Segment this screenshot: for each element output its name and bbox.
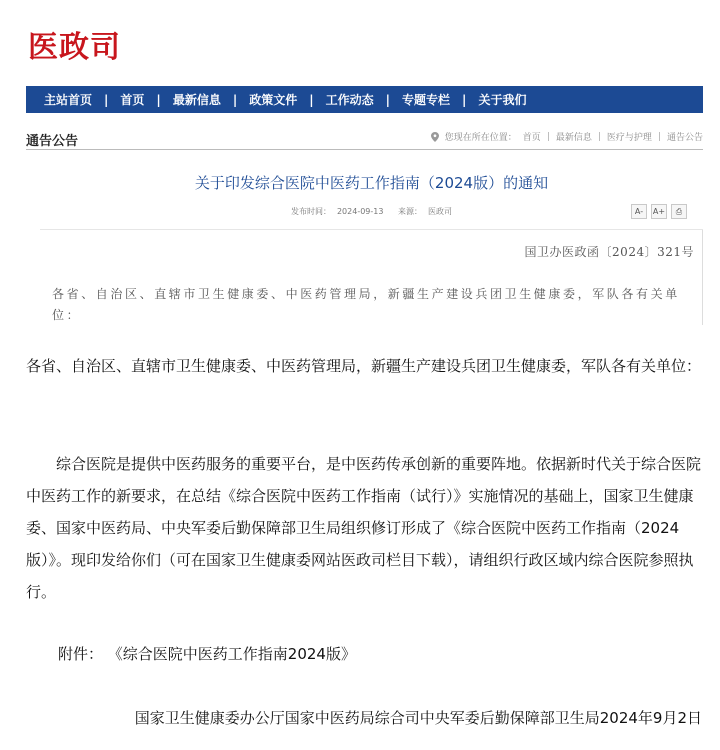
breadcrumb-item-home[interactable]: 首页 xyxy=(522,133,541,143)
breadcrumb-separator: | xyxy=(546,131,550,142)
recipients: 各省、自治区、直辖市卫生健康委、中医药管理局，新疆生产建设兵团卫生健康委，军队各有关单位： xyxy=(26,357,702,375)
publish-label: 发布时间： xyxy=(290,207,331,216)
breadcrumb-separator: | xyxy=(597,131,601,142)
breadcrumb-item-notices[interactable]: 通告公告 xyxy=(666,133,703,143)
attachment-label: 附件： xyxy=(58,645,104,663)
article-meta xyxy=(40,206,703,217)
article-title: 关于印发综合医院中医药工作指南（2024版）的通知 xyxy=(194,174,549,192)
font-decrease-button[interactable]: A- xyxy=(631,204,647,219)
nav-separator: | xyxy=(462,92,467,107)
nav-item-home[interactable]: 首页 xyxy=(120,93,145,107)
source-label: 来源： xyxy=(398,207,423,216)
font-increase-button[interactable]: A+ xyxy=(651,204,667,219)
breadcrumb xyxy=(431,130,703,143)
nav-item-about[interactable]: 关于我们 xyxy=(478,93,527,107)
signoff: 国家卫生健康委办公厅国家中医药局综合司中央军委后勤保障部卫生局2024年9月2日 xyxy=(134,709,702,727)
breadcrumb-item-medical[interactable]: 医疗与护理 xyxy=(606,133,652,143)
nav-separator: | xyxy=(309,92,314,107)
divider xyxy=(702,230,703,325)
main-nav xyxy=(26,86,703,113)
site-logo[interactable]: 医政司 xyxy=(28,30,121,65)
nav-item-news[interactable]: 工作动态 xyxy=(325,93,374,107)
nav-separator: | xyxy=(104,92,109,107)
nav-separator: | xyxy=(156,92,161,107)
recipients-serif: 各省、自治区、直辖市卫生健康委、中医药管理局，新疆生产建设兵团卫生健康委，军队各有关单位： xyxy=(52,287,680,322)
nav-item-topics[interactable]: 专题专栏 xyxy=(402,93,451,107)
article-tools xyxy=(631,204,687,219)
article-body: 综合医院是提供中医药服务的重要平台，是中医药传承创新的重要阵地。依据新时代关于综合医院中医药工作的新要求，在总结《综合医院中医药工作指南（试行）》实施情况的基础上，国家卫生健康委、国家中医药局、中央军委后勤保障部卫生局组织修订形成了《综合医院中医药工作指南（2024版）》。现印发给你们（可在国家卫生健康委网站医政司栏目下载），请组织行政区域内综合医院参照执行。 xyxy=(26,455,702,601)
location-pin-icon xyxy=(431,132,439,142)
section-title: 通告公告 xyxy=(26,134,79,149)
nav-item-main-home[interactable]: 主站首页 xyxy=(44,93,93,107)
article-header xyxy=(40,158,703,230)
nav-item-policy[interactable]: 政策文件 xyxy=(249,93,298,107)
document-number: 国卫办医政函〔2024〕321号 xyxy=(524,245,694,259)
section-header xyxy=(26,126,703,150)
publish-date: 2024-09-13 xyxy=(336,207,384,216)
attachment-link[interactable]: 《综合医院中医药工作指南2024版》 xyxy=(107,645,356,663)
source-value: 医政司 xyxy=(428,207,453,216)
nav-separator: | xyxy=(385,92,391,107)
breadcrumb-prefix: 您现在所在位置： xyxy=(444,133,517,143)
breadcrumb-separator: | xyxy=(657,131,661,142)
attachment xyxy=(58,638,720,670)
nav-separator: | xyxy=(232,92,238,107)
breadcrumb-item-latest[interactable]: 最新信息 xyxy=(555,133,592,143)
print-button[interactable]: ⎙ xyxy=(671,204,687,219)
nav-item-latest[interactable]: 最新信息 xyxy=(172,93,221,107)
